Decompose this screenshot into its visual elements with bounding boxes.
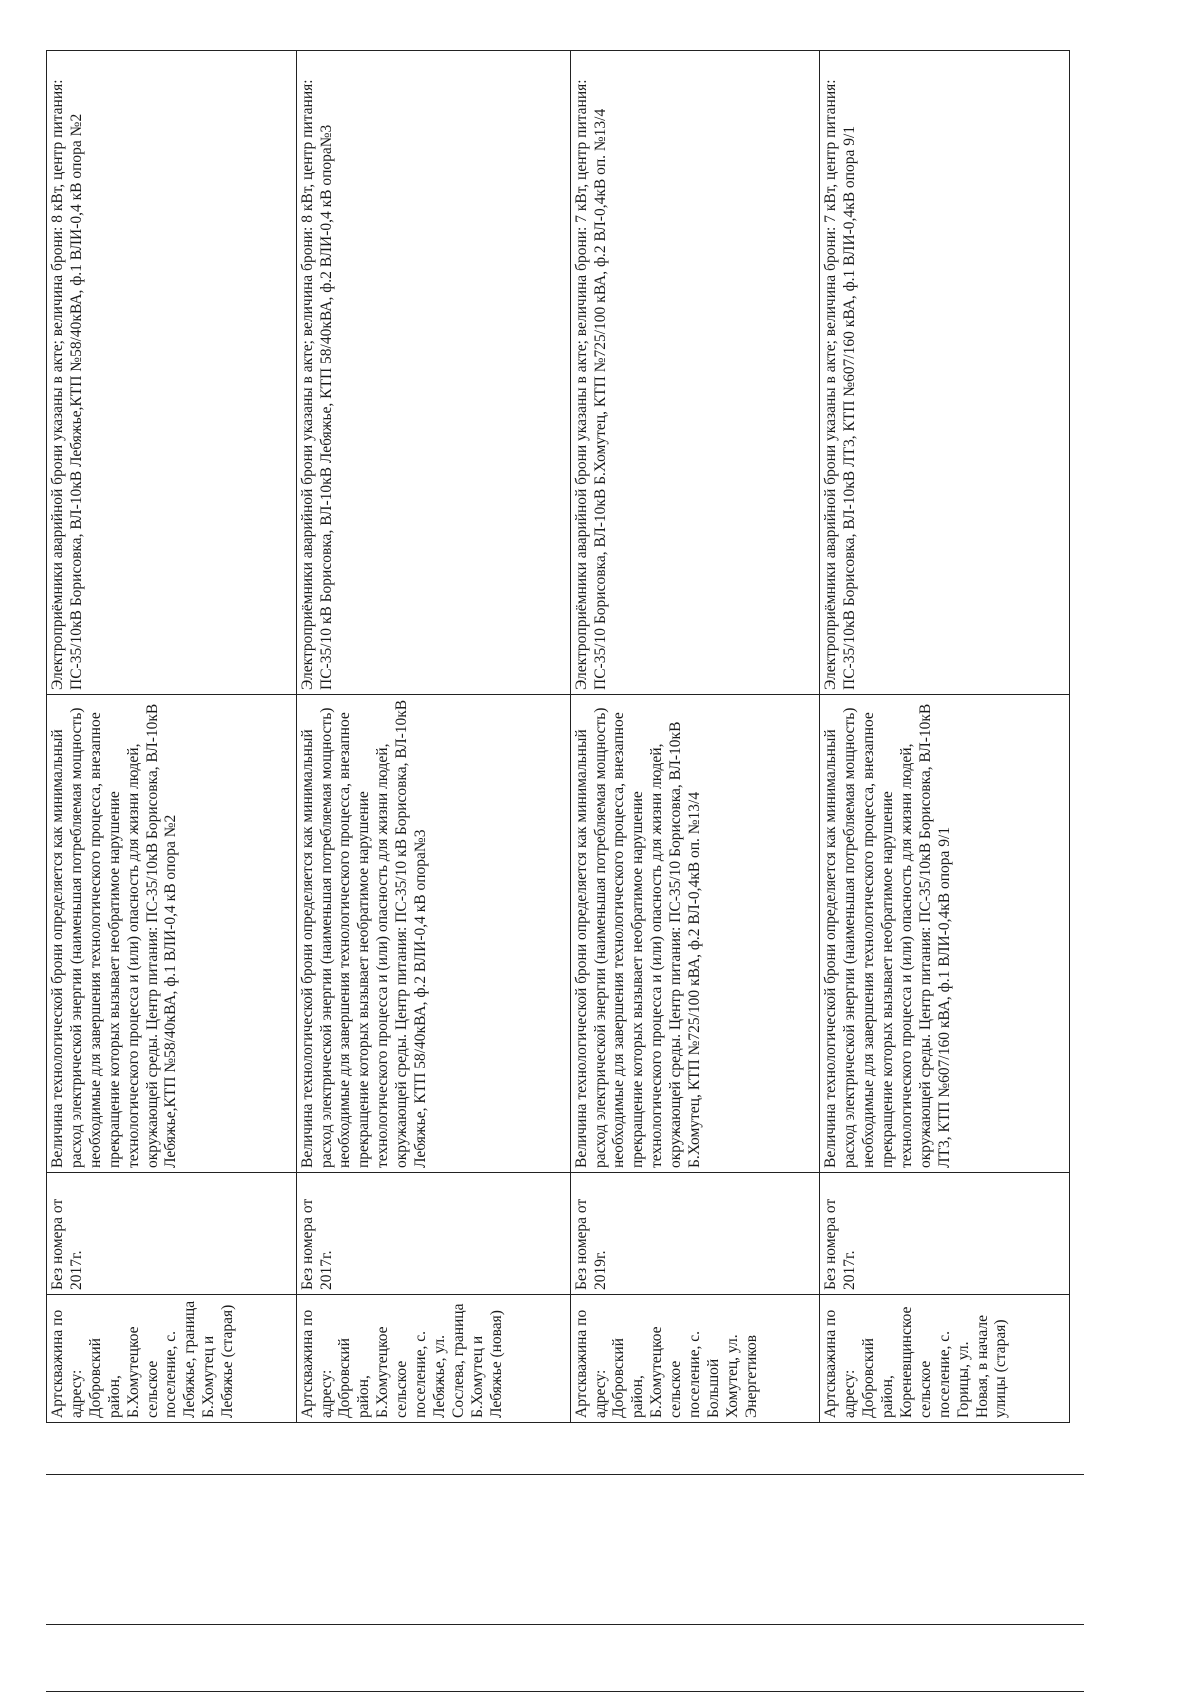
document-cell: Без номера от 2019г. <box>570 1173 820 1295</box>
table-row <box>47 51 297 1423</box>
address-cell: Артскважина по адресу: Добровский район, Б.Хомутецкое сельское поселение, с. Большой Хомутец, ул. Энергетиков <box>570 1295 820 1423</box>
rotated-table-wrapper <box>46 50 1070 1423</box>
description-cell: Величина технологической брони определяется как минимальный расход электрической энергии (наименьшая потребляемая мощность) необходимые для завершения технологического процесса, внезапное прекращение которых вызывает необратимое нарушение технологического процесса и (или) опасность для жизни людей, окружающей среды. Центр питания: ПС-35/10кВ Борисовка, ВЛ-10кВ Лебяжье,КТП №58/40кВА, ф.1 ВЛИ-0,4 кВ опора №2 <box>47 695 297 1173</box>
description-cell: Величина технологической брони определяется как минимальный расход электрической энергии (наименьшая потребляемая мощность) необходимые для завершения технологического процесса, внезапное прекращение которых вызывает необратимое нарушение технологического процесса и (или) опасность для жизни людей, окружающей среды. Центр питания: ПС-35/10 кВ Борисовка, ВЛ-10кВ Лебяжье, КТП 58/40кВА, ф.2 ВЛИ-0,4 кВ опора№3 <box>296 695 570 1173</box>
signature-line <box>46 1691 1084 1692</box>
description-cell: Величина технологической брони определяется как минимальный расход электрической энергии (наименьшая потребляемая мощность) необходимые для завершения технологического процесса, внезапное прекращение которых вызывает необратимое нарушение технологического процесса и (или) опасность для жизни людей, окружающей среды. Центр питания: ПС-35/10 Борисовка, ВЛ-10кВ Б.Хомутец, КТП №725/100 кВА, ф.2 ВЛ-0,4кВ оп. №13/4 <box>570 695 820 1173</box>
reservation-table <box>46 50 1070 1423</box>
document-cell: Без номера от 2017г. <box>47 1173 297 1295</box>
address-cell: Артскважина по адресу: Добровский район, Б.Хомутецкое сельское поселение, с. Лебяжье, граница Б.Хомутец и Лебяжье (старая) <box>47 1295 297 1423</box>
document-cell: Без номера от 2017г. <box>296 1173 570 1295</box>
address-cell: Артскважина по адресу: Добровский район, Кореневщинское сельское поселение, с. Горицы, ул. Новая, в начале улицы (старая) <box>820 1295 1070 1423</box>
address-cell: Артскважина по адресу: Добровский район, Б.Хомутецкое сельское поселение, с. Лебяжье, ул. Сослева, граница Б.Хомутец и Лебяжье (новая) <box>296 1295 570 1423</box>
note-cell: Электроприёмники аварийной брони указаны в акте; величина брони: 7 кВт, центр питания: ПС-35/10кВ Борисовка, ВЛ-10кВ ЛТ3, КТП №607/160 кВА, ф.1 ВЛИ-0,4кВ опора 9/1 <box>820 51 1070 695</box>
signature-line <box>46 1624 1084 1625</box>
table-row <box>820 51 1070 1423</box>
signature-line <box>46 1474 1084 1475</box>
document-cell: Без номера от 2017г. <box>820 1173 1070 1295</box>
table-row <box>570 51 820 1423</box>
note-cell: Электроприёмники аварийной брони указаны в акте; величина брони: 8 кВт, центр питания: ПС-35/10кВ Борисовка, ВЛ-10кВ Лебяжье,КТП №58/40кВА, ф.1 ВЛИ-0,4 кВ опора №2 <box>47 51 297 695</box>
note-cell: Электроприёмники аварийной брони указаны в акте; величина брони: 8 кВт, центр питания: ПС-35/10 кВ Борисовка, ВЛ-10кВ Лебяжье, КТП 58/40кВА, ф.2 ВЛИ-0,4 кВ опора№3 <box>296 51 570 695</box>
note-cell: Электроприёмники аварийной брони указаны в акте; величина брони: 7 кВт, центр питания: ПС-35/10 Борисовка, ВЛ-10кВ Б.Хомутец, КТП №725/100 кВА, ф.2 ВЛ-0,4кВ оп. №13/4 <box>570 51 820 695</box>
description-cell: Величина технологической брони определяется как минимальный расход электрической энергии (наименьшая потребляемая мощность) необходимые для завершения технологического процесса, внезапное прекращение которых вызывает необратимое нарушение технологического процесса и (или) опасность для жизни людей, окружающей среды. Центр питания: ПС-35/10кВ Борисовка, ВЛ-10кВ ЛТ3, КТП №607/160 кВА, ф.1 ВЛИ-0,4кВ опора 9/1 <box>820 695 1070 1173</box>
table-row <box>296 51 570 1423</box>
